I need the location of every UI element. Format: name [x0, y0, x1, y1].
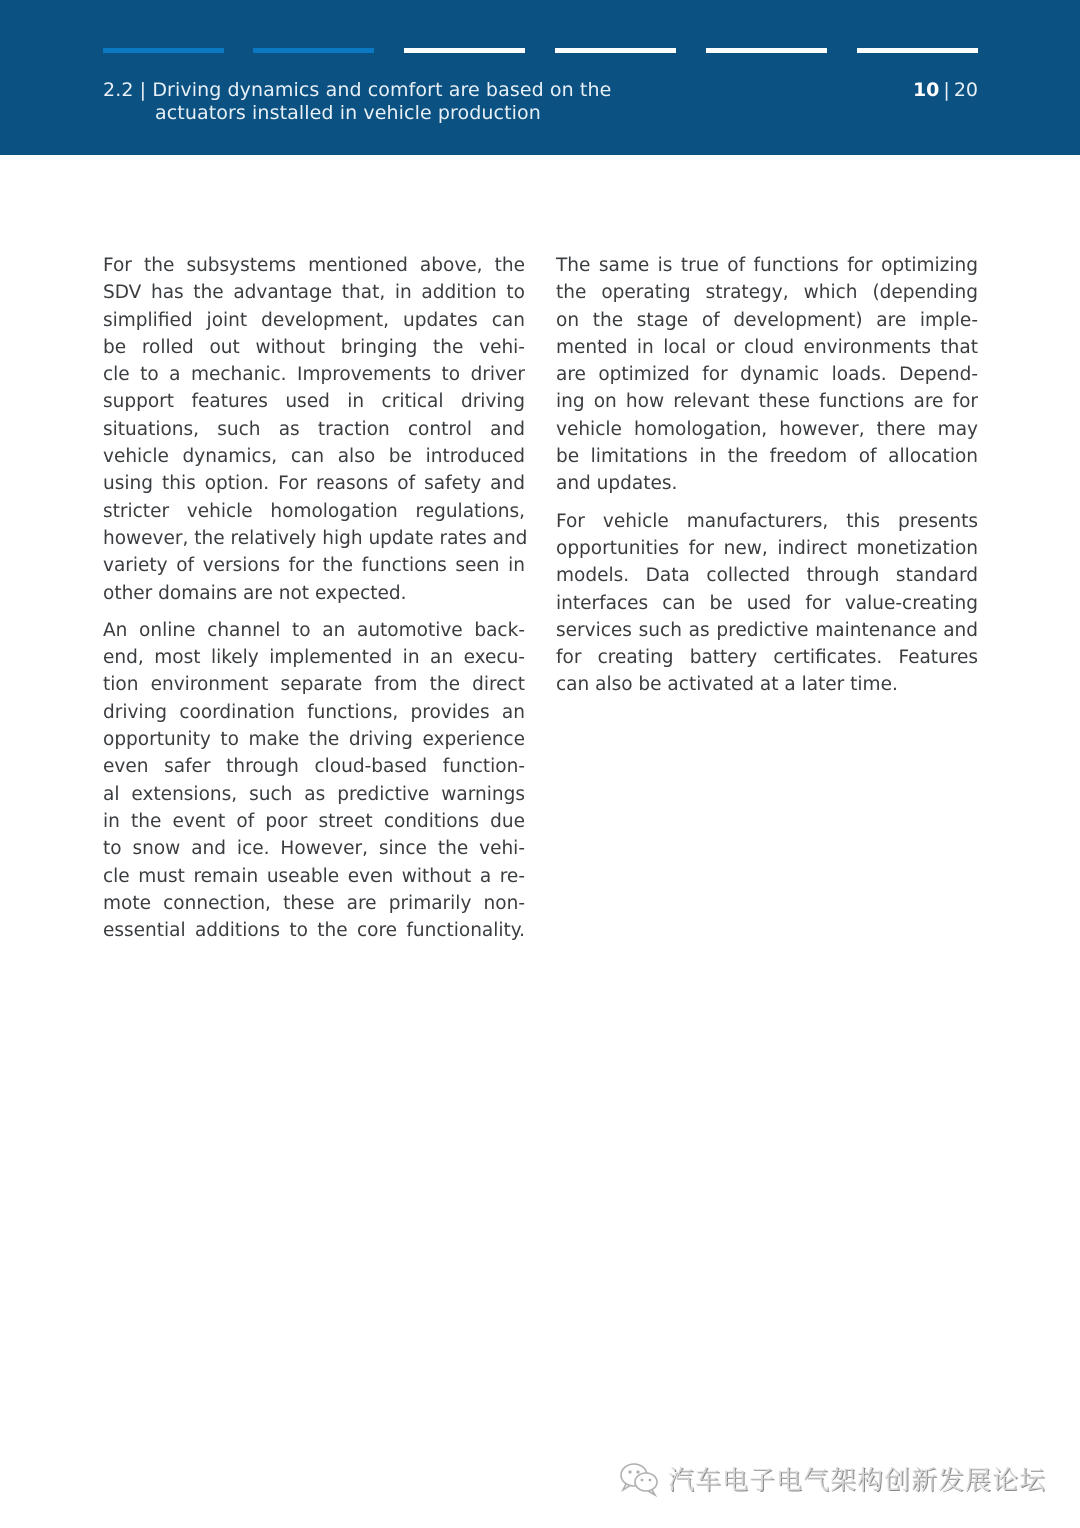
text-line: be limitations in the freedom of allocation: [556, 446, 978, 468]
text-line: driving coordination functions, provides an: [103, 701, 525, 723]
paragraph: [556, 508, 978, 699]
paragraph: [103, 617, 525, 945]
text-line: in the event of poor street conditions due: [103, 810, 525, 832]
section-title-line-2: actuators installed in vehicle production: [155, 102, 541, 124]
text-line: models. Data collected through standard: [556, 565, 978, 587]
text-line: mote connection, these are primarily non-: [103, 892, 525, 914]
section-separator: |: [139, 79, 147, 101]
text-line: opportunity to make the driving experience: [103, 729, 525, 751]
text-line: vehicle homologation, however, there may: [556, 418, 978, 440]
text-line: are optimized for dynamic loads. Depend-: [556, 364, 978, 386]
text-line: and updates.: [556, 473, 678, 495]
progress-segment-5: [706, 48, 827, 53]
text-line: services such as predictive maintenance and: [556, 619, 978, 641]
text-line: simplified joint development, updates can: [103, 309, 525, 331]
text-line: SDV has the advantage that, in addition to: [103, 282, 525, 304]
watermark-text: 汽车电子电气架构创新发展论坛: [668, 1466, 1047, 1496]
text-line: mented in local or cloud environments that: [556, 336, 978, 358]
left-column: [103, 252, 528, 954]
text-line: to snow and ice. However, since the vehi-: [103, 838, 525, 860]
text-line: situations, such as traction control and: [103, 418, 525, 440]
page-total: 20: [953, 79, 978, 101]
progress-segment-4: [555, 48, 676, 53]
text-line: cle must remain useable even without a re-: [103, 865, 525, 887]
watermark: [618, 1460, 1046, 1497]
section-number: 2.2: [103, 79, 134, 101]
text-line: ing on how relevant these functions are for: [556, 391, 978, 413]
paragraph: [103, 252, 528, 607]
text-line: support features used in critical driving: [103, 391, 525, 413]
section-title-line-1: Driving dynamics and comfort are based on the: [152, 79, 612, 101]
page-current: 10: [912, 79, 940, 101]
text-line: cle to a mechanic. Improvements to driver: [103, 364, 525, 386]
text-line: interfaces can be used for value-creating: [556, 592, 978, 614]
progress-segment-3: [404, 48, 525, 53]
text-line: An online channel to an automotive back-: [103, 619, 525, 641]
text-line: vehicle dynamics, can also be introduced: [103, 446, 525, 468]
progress-segment-6: [857, 48, 978, 53]
paragraph: [556, 252, 978, 498]
text-line: The same is true of functions for optimizing: [556, 255, 978, 276]
section-title: [103, 79, 611, 125]
text-line: can also be activated at a later time.: [556, 674, 898, 696]
page-header: [0, 0, 1080, 155]
text-line: other domains are not expected.: [103, 582, 407, 604]
text-line: essential additions to the core functionality.: [103, 920, 525, 942]
text-line: al extensions, such as predictive warnings: [103, 783, 525, 805]
text-line: tion environment separate from the direct: [103, 674, 525, 696]
page-indicator: [913, 79, 978, 102]
text-line: using this option. For reasons of safety and: [103, 473, 525, 495]
text-line: For vehicle manufacturers, this presents: [556, 510, 978, 532]
text-line: however, the relatively high update rates and: [103, 527, 528, 549]
progress-segment-2: [253, 48, 374, 53]
text-line: For the subsystems mentioned above, the: [103, 255, 525, 276]
text-line: even safer through cloud-based function-: [103, 756, 525, 778]
progress-segment-1: [103, 48, 224, 53]
wechat-icon: [618, 1461, 662, 1497]
page-separator: |: [943, 79, 950, 101]
right-column: [556, 252, 978, 709]
text-line: the operating strategy, which (depending: [556, 282, 978, 304]
text-line: on the stage of development) are imple-: [556, 309, 978, 331]
text-line: opportunities for new, indirect monetization: [556, 537, 978, 559]
section-progress-bar: [103, 48, 978, 53]
text-line: stricter vehicle homologation regulations,: [103, 500, 525, 522]
text-line: end, most likely implemented in an execu-: [103, 647, 525, 669]
text-line: for creating battery certificates. Features: [556, 647, 978, 669]
text-line: be rolled out without bringing the vehi-: [103, 336, 525, 358]
text-line: variety of versions for the functions seen in: [103, 555, 525, 577]
